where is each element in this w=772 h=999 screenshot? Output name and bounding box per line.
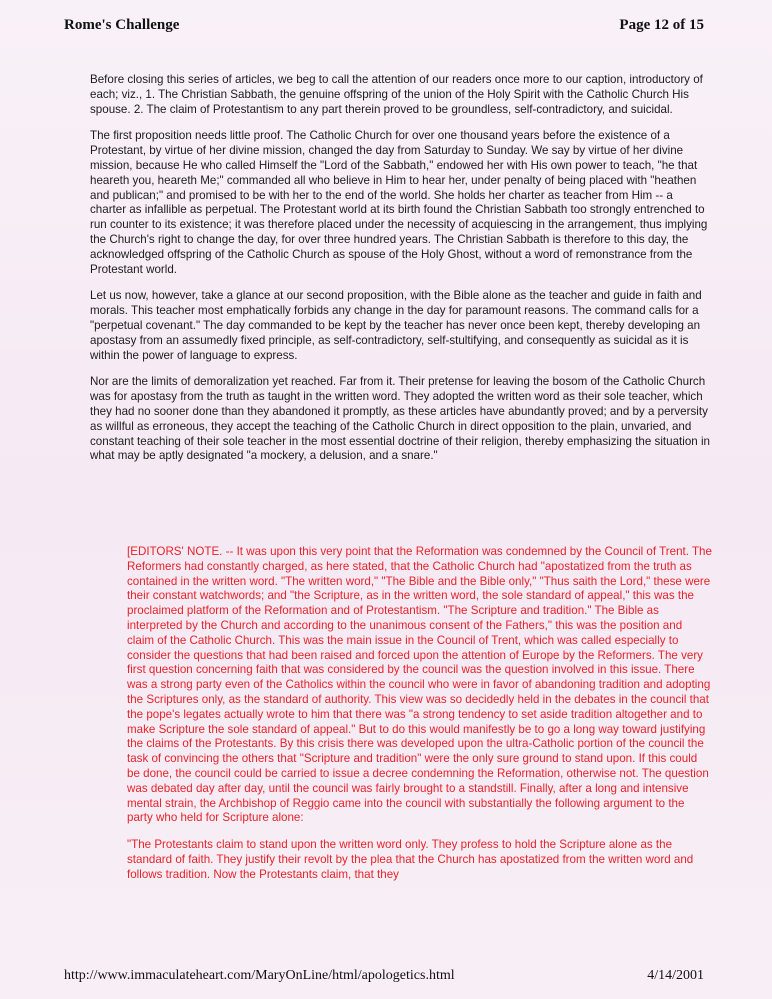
paragraph-1: Before closing this series of articles, we beg to call the attention of our readers once more to our caption, introductory of each; viz., 1. The Christian Sabbath, the genuine offspring of the union of the Holy Spirit with the Catholic Church His spouse. 2. The claim of Protestantism to any part therein proved to be groundless, self-contradictory, and suicidal. bbox=[90, 73, 703, 116]
paragraph-3: Let us now, however, take a glance at our second proposition, with the Bible alone as the teacher and guide in faith and morals. This teacher most emphatically forbids any change in the day for paramount reasons. The command calls for a "perpetual covenant." The day commanded to be kept by the teacher has never once been kept, thereby developing an apostasy from an assumedly fixed principle, as self-contradictory, self-stultifying, and consequently as suicidal as it is within the power of language to express. bbox=[90, 289, 702, 362]
article-body bbox=[90, 73, 712, 476]
header-title: Rome's Challenge bbox=[64, 17, 180, 33]
footer-url[interactable]: http://www.immaculateheart.com/MaryOnLine/html/apologetics.html bbox=[64, 968, 455, 983]
editors-note bbox=[127, 545, 712, 895]
editors-note-paragraph-1: [EDITORS' NOTE. -- It was upon this very point that the Reformation was condemned by the Council of Trent. The Reformers had constantly charged, as here stated, that the Catholic Church had "apostatized from the truth as contained in the written word. "The written word," "The Bible and the Bible only," "Thus saith the Lord," these were their constant watchwords; and "the Scripture, as in the written word, the sole standard of appeal," this was the proclaimed platform of the Reformation and of Protestantism. "The Scripture and tradition." The Bible as interpreted by the Church and according to the unanimous consent of the Fathers," this was the position and claim of the Catholic Church. This was the main issue in the Council of Trent, which was called especially to consider the questions that had been raised and forced upon the attention of Europe by the Reformers. The very first question concerning faith that was considered by the council was the question involved in this issue. There was a strong party even of the Catholics within the council who were in favor of abandoning tradition and adopting the Scriptures only, as the standard of authority. This view was so decidedly held in the debates in the council that the pope's legates actually wrote to him that there was "a strong tendency to set aside tradition altogether and to make Scripture the sole standard of appeal." But to do this would manifestly be to go a long way toward justifying the claims of the Protestants. By this crisis there was developed upon the ultra-Catholic portion of the council the task of convincing the others that "Scripture and tradition" were the only sure ground to stand upon. If this could be done, the council could be carried to issue a decree condemning the Reformation, otherwise not. The question was debated day after day, until the council was fairly brought to a standstill. Finally, after a long and intensive mental strain, the Archbishop of Reggio came into the council with substantially the following argument to the party who held for Scripture alone: bbox=[127, 545, 712, 825]
header-page-number: Page 12 of 15 bbox=[619, 17, 704, 33]
footer-date: 4/14/2001 bbox=[647, 968, 704, 983]
editors-note-paragraph-2: "The Protestants claim to stand upon the written word only. They profess to hold the Scripture alone as the standard of faith. They justify their revolt by the plea that the Church has apostatized from the written word and follows tradition. Now the Protestants claim, that they bbox=[127, 838, 694, 881]
paragraph-2: The first proposition needs little proof. The Catholic Church for over one thousand years before the existence of a Protestant, by virtue of her divine mission, changed the day from Saturday to Sunday. We say by virtue of her divine mission, because He who called Himself the "Lord of the Sabbath," endowed her with His own power to teach, "he that heareth you, heareth Me;" commanded all who believe in Him to hear her, under penalty of being placed with "heathen and publican;" and promised to be with her to the end of the world. She holds her charter as teacher from Him -- a charter as infallible as perpetual. The Protestant world at its birth found the Christian Sabbath too strongly entrenched to run counter to its existence; it was therefore placed under the necessity of acquiescing in the arrangement, thus implying the Church's right to change the day, for over three hundred years. The Christian Sabbath is therefore to this day, the acknowledged offspring of the Catholic Church as spouse of the Holy Ghost, without a word of remonstrance from the Protestant world. bbox=[90, 129, 708, 276]
paragraph-4: Nor are the limits of demoralization yet reached. Far from it. Their pretense for leaving the bosom of the Catholic Church was for apostasy from the truth as taught in the written word. They adopted the written word as their sole teacher, which they had no sooner done than they abandoned it promptly, as these articles have abundantly proved; and by a perversity as willful as erroneous, they accept the teaching of the Catholic Church in direct opposition to the plain, unvaried, and constant teaching of their sole teacher in the most essential doctrine of their religion, thereby emphasizing the situation in what may be aptly designated "a mockery, a delusion, and a snare." bbox=[90, 375, 710, 463]
